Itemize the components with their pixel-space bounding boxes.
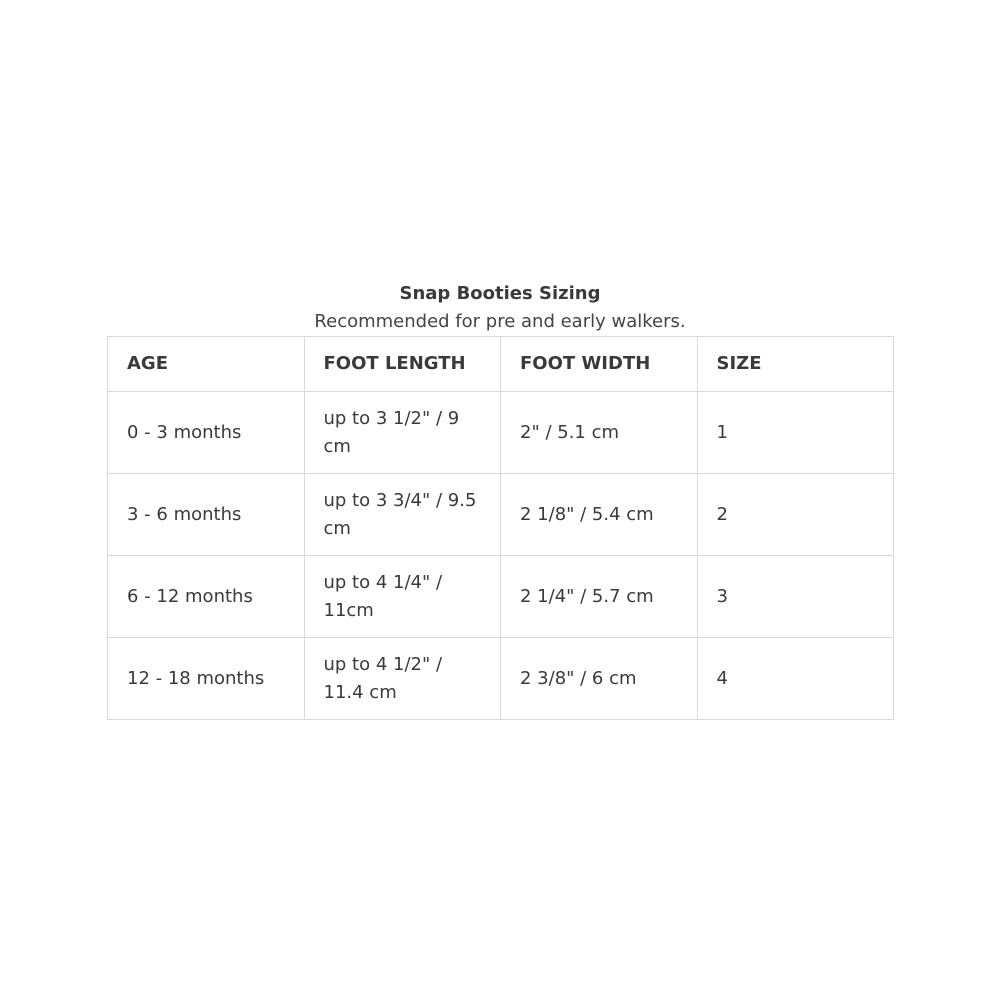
header-foot-length: FOOT LENGTH [304,337,501,392]
cell-age: 0 - 3 months [108,392,305,474]
page-subtitle: Recommended for pre and early walkers. [314,311,686,332]
cell-foot-width: 2 1/8" / 5.4 cm [501,474,698,556]
cell-foot-length: up to 4 1/4" / 11cm [304,556,501,638]
table-row [108,556,894,638]
cell-size: 2 [697,474,894,556]
cell-size: 1 [697,392,894,474]
cell-foot-width: 2 1/4" / 5.7 cm [501,556,698,638]
cell-foot-width: 2" / 5.1 cm [501,392,698,474]
cell-age: 3 - 6 months [108,474,305,556]
cell-age: 6 - 12 months [108,556,305,638]
cell-foot-length: up to 3 1/2" / 9 cm [304,392,501,474]
cell-size: 3 [697,556,894,638]
cell-foot-length: up to 4 1/2" / 11.4 cm [304,638,501,720]
page-title: Snap Booties Sizing [399,283,601,304]
header-size: SIZE [697,337,894,392]
sizing-table [107,336,894,720]
cell-foot-width: 2 3/8" / 6 cm [501,638,698,720]
table-row [108,638,894,720]
cell-age: 12 - 18 months [108,638,305,720]
table-row [108,474,894,556]
table-row [108,392,894,474]
header-age: AGE [108,337,305,392]
header-foot-width: FOOT WIDTH [501,337,698,392]
cell-size: 4 [697,638,894,720]
table-header-row [108,337,894,392]
cell-foot-length: up to 3 3/4" / 9.5 cm [304,474,501,556]
